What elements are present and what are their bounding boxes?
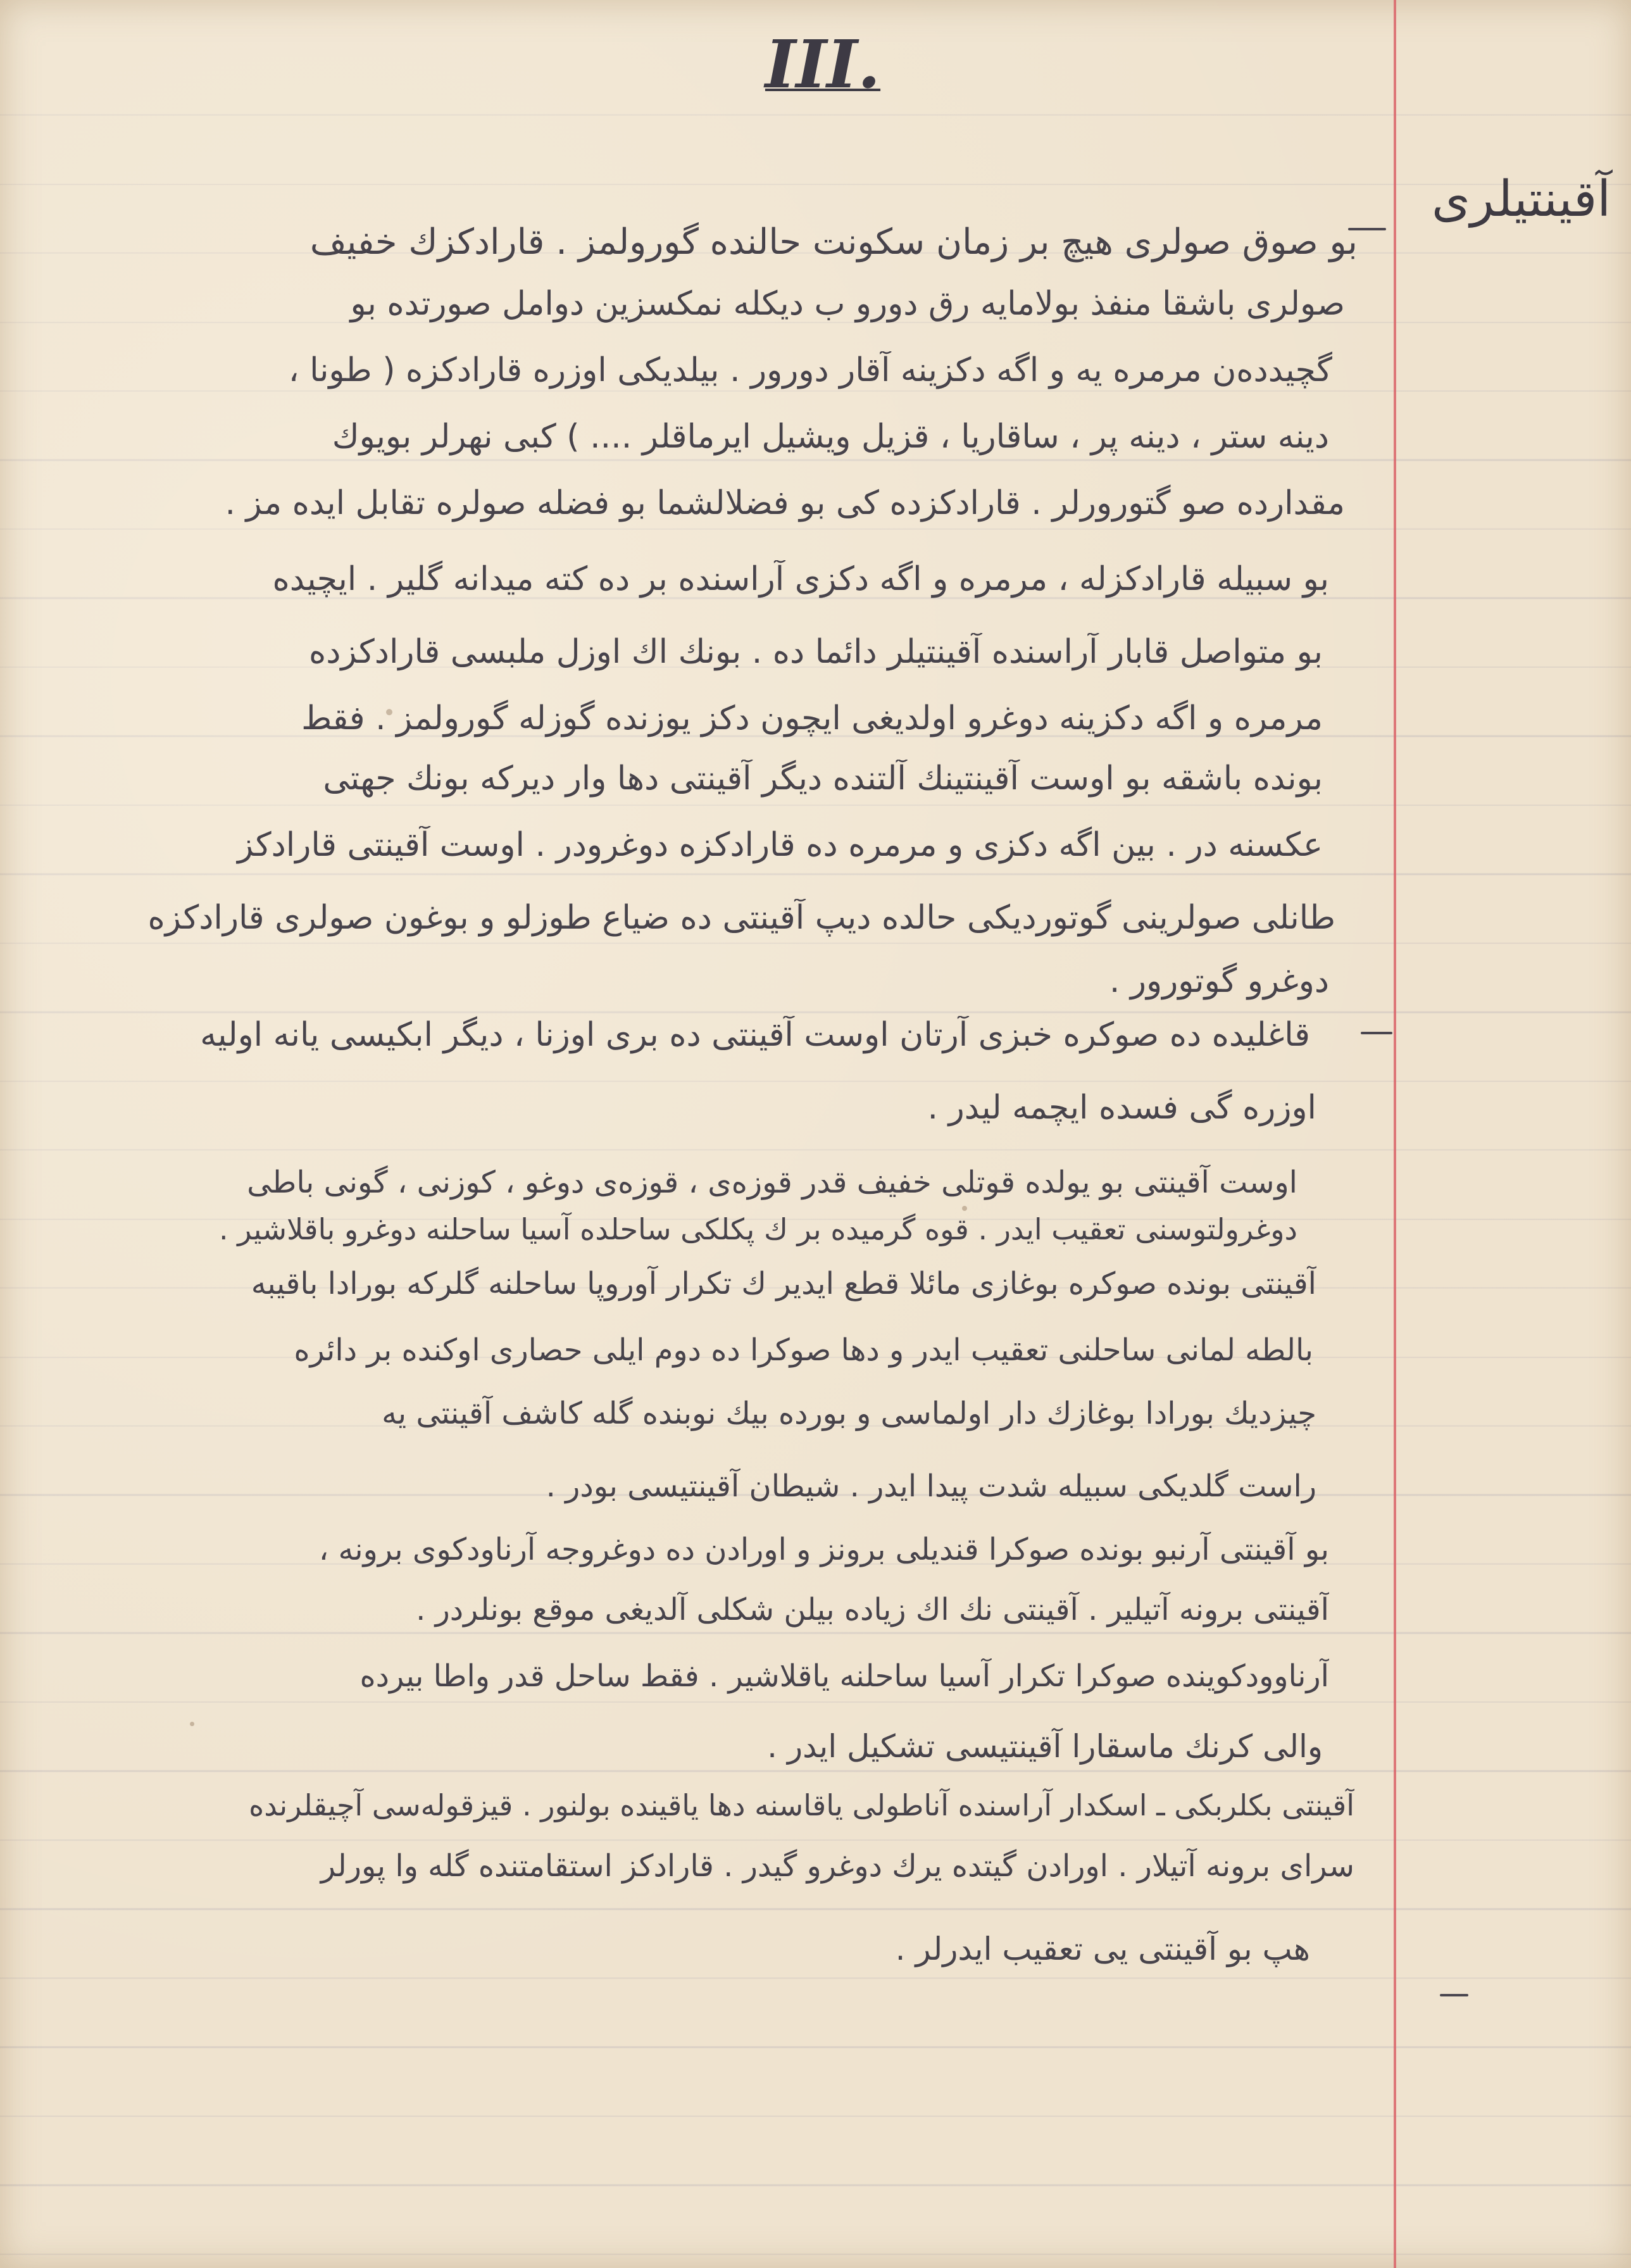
section-numeral: III. — [765, 25, 881, 103]
manuscript-line: آقینتی بکلربکی ـ اسکدار آراسنده آناطولی یاقاسنه دها یاقینده بولنور . قیزقوله‌سی آچیقلرنده — [249, 1788, 1354, 1822]
margin-dash — [1440, 1994, 1468, 1996]
manuscript-line: راست گلدیکی سبیله شدت پیدا ایدر . شیطان آقینتیسی بودر . — [546, 1469, 1316, 1504]
paper-speck — [386, 709, 392, 715]
manuscript-line: آرناوودکوینده صوکرا تکرار آسیا ساحلنه یاقلاشیر . فقط ساحل قدر واطا بیرده — [359, 1658, 1329, 1694]
manuscript-line: آقینتی برونه آتیلیر . آقینتی نك اك زیاده بیلن شکلی آلدیغی موقع بونلردر . — [416, 1592, 1329, 1627]
margin-heading: آقینتیلری — [1431, 171, 1611, 228]
manuscript-line: اوست آقینتی بو یولده قوتلی خفیف قدر قوزه‌ی ، قوزه‌ی دوغو ، کوزنی ، گونی باطی — [247, 1165, 1297, 1200]
paper-speck — [190, 1722, 194, 1726]
manuscript-line: دوغرو گوتورور . — [1109, 962, 1329, 1000]
manuscript-line: مقدارده صو گتورورلر . قارادکزده کی بو فضلالشما بو فضله صولره تقابل ایده‌ مز . — [225, 484, 1345, 522]
manuscript-line: چیزدیك بورادا بوغازك دار اولماسی و بورده بیك نوبنده گله‌ کاشف آقینتی یه — [382, 1396, 1316, 1431]
manuscript-line: اوزره گی فسده ایچمه لیدر . — [927, 1089, 1316, 1127]
manuscript-line: بونده باشقه بو اوست آقینتینك آلتنده دیگر آقینتی دها وار دیرکه بونك جهتی — [323, 760, 1323, 798]
manuscript-line: هپ بو آقینتی یی تعقیب ایدرلر . — [895, 1931, 1310, 1967]
manuscript-line: عکسنه در . بین اگه دکزی و مرمره ده قارادکزه دوغرودر . اوست آقینتی قارادکز — [237, 826, 1323, 864]
manuscript-line: قاغلیده ده صوکره خبزی آرتان اوست آقینتی ده بری اوزنا ، دیگر ابکیسی یانه اولیه — [200, 1016, 1310, 1054]
manuscript-line: بو متواصل قابار آراسنده آقینتیلر دائما ده . بونك اك اوزل ملبسی قارادکزده — [308, 633, 1323, 671]
manuscript-line: والی کرنك ماسقارا آقینتیسی تشکیل ایدر . — [767, 1728, 1323, 1765]
margin-dash — [1361, 1032, 1392, 1034]
manuscript-line: سرای برونه آتیلار . اورادن گیتده یرك دوغرو گیدر . قارادکز استقامتنده گله‌ وا پورلر — [320, 1848, 1354, 1884]
manuscript-line: صولری باشقا منفذ بولامایه رق دورو ب دیکله نمکسزین دوامل صورتده بو — [350, 285, 1345, 323]
red-margin-line — [1394, 0, 1396, 2268]
manuscript-line: دینه ستر ، دینه پر ، ساقاریا ، قزیل ویشیل ایرماقلر .... ) کبی نهرلر بویوك — [332, 418, 1329, 456]
manuscript-line: طانلی صولرینی گوتوردیکی حالده دیپ آقینتی ده ضیاع طوزلو و بوغون صولری قارادکزه — [147, 899, 1335, 937]
manuscript-line: گچیدده‌ن مرمره یه و اگه‌ دکزینه آقار دورور . بیلدیکی اوزره قارادکزه ( طونا ، — [288, 351, 1332, 389]
manuscript-line: آقینتی بونده صوکره بوغازی مائلا قطع ایدیر ك تکرار آوروپا ساحلنه گلرکه بورادا باقیبه — [251, 1266, 1316, 1301]
manuscript-line: مرمره و اگه‌ دکزینه دوغرو اولدیغی ایچون دکز یوزنده گوزله گورولمز . فقط — [301, 699, 1323, 737]
manuscript-line: بالطه لمانی ساحلنی تعقیب ایدر و دها صوکرا ده دوم ایلی حصاری اوکنده بر دائره — [294, 1332, 1313, 1368]
paper-speck — [962, 1206, 967, 1211]
manuscript-line: بو سبیله قارادکزله ، مرمره و اگه‌ دکزی آراسنده بر ده کته میدانه گلیر . ایچیده — [272, 560, 1329, 598]
manuscript-line: بو آقینتی آرنبو بونده صوکرا قندیلی برونز و اورادن ده دوغروجه آرناودکوی برونه ، — [318, 1532, 1329, 1567]
manuscript-line: دوغرولتوسنی تعقیب ایدر . قوه گرمیده بر ك پکلکی ساحلده آسیا ساحلنه دوغرو باقلاشیر . — [218, 1212, 1297, 1246]
manuscript-line: بو صوق صولری هیچ بر زمان سکونت حالنده گورولمز . قارادکزك خفیف — [309, 222, 1358, 263]
